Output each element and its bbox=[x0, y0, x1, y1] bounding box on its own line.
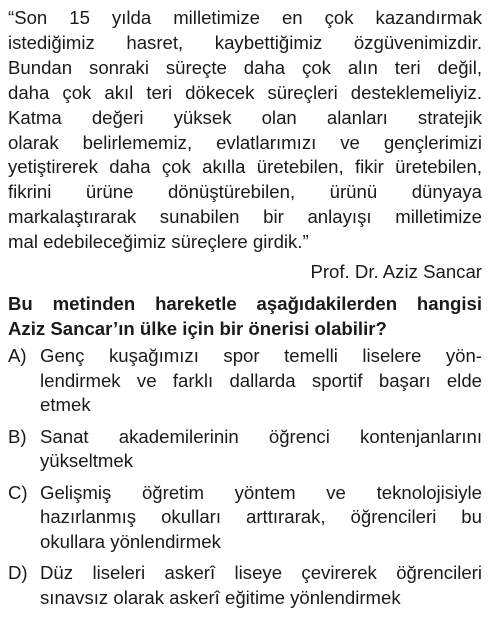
option-line: etmek bbox=[40, 394, 91, 416]
option-text bbox=[40, 425, 482, 474]
option-line: lendirmek ve farklı dallarda sportif başarı elde bbox=[40, 369, 482, 391]
option-letter: D) bbox=[8, 562, 28, 584]
quote-line: fikrini ürüne dönüştürebilen, ürünü dünyaya bbox=[8, 181, 482, 203]
quote-line: istediğimiz hasret, kaybettiğimiz özgüvenimizdir. bbox=[8, 31, 482, 53]
option-a[interactable] bbox=[8, 344, 482, 418]
question-page bbox=[8, 6, 482, 617]
option-letter: A) bbox=[8, 345, 27, 367]
option-line: okullara yönlendirmek bbox=[40, 530, 221, 552]
quote-line: markalaştırarak sunabilen bir anlayışı milletimize bbox=[8, 206, 482, 228]
option-text bbox=[40, 561, 482, 610]
option-line: Genç kuşağımızı spor temelli liselere yön- bbox=[40, 345, 482, 367]
quote-line: daha çok akıl teri dökecek süreçleri desteklemeliyiz. bbox=[8, 81, 482, 103]
option-line: Düz liseleri askerî liseye çevirerek öğrencileri bbox=[40, 562, 482, 584]
quote-line: Katma değeri yüksek olan alanları stratejik bbox=[8, 106, 482, 128]
option-line: Sanat akademilerinin öğrenci kontenjanlarını bbox=[40, 425, 482, 447]
option-text bbox=[40, 344, 482, 418]
question-line: Bu metinden hareketle aşağıdakilerden hangisi bbox=[8, 293, 482, 315]
quote-line: mal edebileceğimiz süreçlere girdik.” bbox=[8, 231, 309, 253]
question-stem bbox=[8, 292, 482, 341]
question-line: Aziz Sancar’ın ülke için bir önerisi olabilir? bbox=[8, 317, 387, 339]
option-line: hazırlanmış okulları arttırarak, öğrencileri bu bbox=[40, 506, 482, 528]
option-letter: C) bbox=[8, 481, 28, 503]
answer-options bbox=[8, 344, 482, 610]
quote-line: yetiştirerek daha çok akılla üretebilen, fikir üretebilen, bbox=[8, 156, 482, 178]
option-d[interactable] bbox=[8, 561, 482, 610]
quote-line: Bundan sonraki süreçte daha çok alın teri değil, bbox=[8, 56, 482, 78]
option-line: Gelişmiş öğretim yöntem ve teknolojisiyle bbox=[40, 481, 482, 503]
quote-line: “Son 15 yılda milletimize en çok kazandırmak bbox=[8, 7, 482, 28]
quote-block bbox=[8, 6, 482, 255]
option-line: yükseltmek bbox=[40, 450, 133, 472]
option-letter: B) bbox=[8, 425, 27, 447]
quote-author: Prof. Dr. Aziz Sancar bbox=[310, 261, 482, 283]
option-text bbox=[40, 481, 482, 555]
option-line: sınavsız olarak askerî eğitime yönlendirmek bbox=[40, 586, 401, 608]
quote-line: olarak belirlememiz, evlatlarımızı ve gençlerimizi bbox=[8, 131, 482, 153]
option-b[interactable] bbox=[8, 425, 482, 474]
option-c[interactable] bbox=[8, 481, 482, 555]
